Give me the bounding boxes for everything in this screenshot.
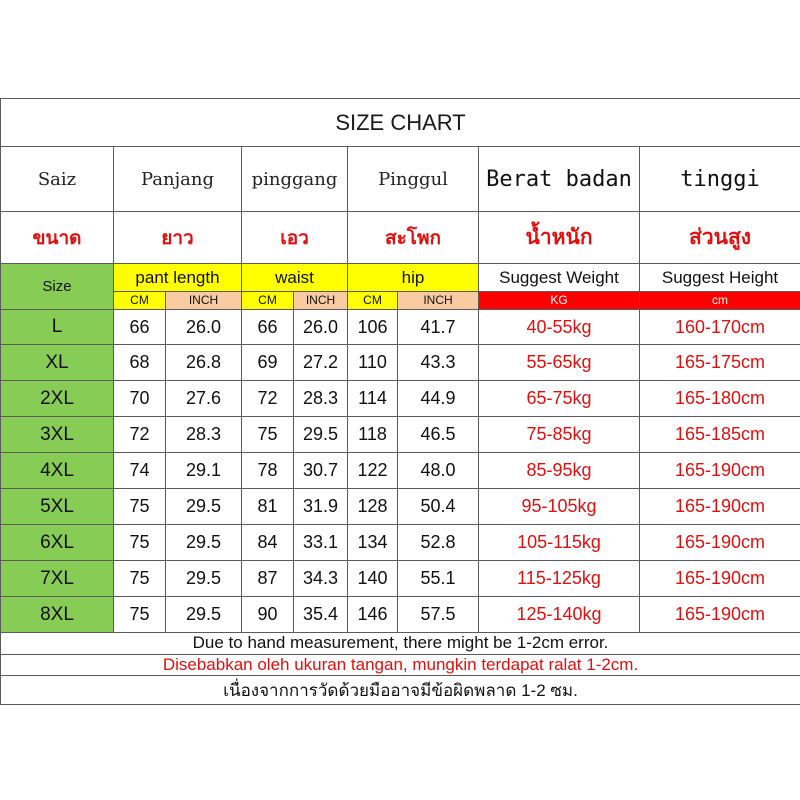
waist-cm-cell: 78 [242, 453, 294, 489]
weight-cell: 40-55kg [479, 309, 640, 345]
length-inch-cell: 29.5 [166, 489, 242, 525]
english-header-row [1, 264, 800, 292]
length-cm-cell: 75 [114, 525, 166, 561]
hip-cm-cell: 110 [348, 345, 398, 381]
note-english: Due to hand measurement, there might be 1-2cm error. [1, 633, 800, 655]
length-cm-cell: 75 [114, 561, 166, 597]
waist-inch-cell: 34.3 [294, 561, 348, 597]
length-inch-unit: INCH [166, 292, 242, 309]
waist-inch-cell: 35.4 [294, 597, 348, 633]
table-row [1, 453, 800, 489]
thai-hip-header: สะโพก [348, 211, 479, 263]
suggest-height-header: Suggest Height [640, 264, 800, 292]
waist-cm-unit: CM [242, 292, 294, 309]
hip-inch-cell: 50.4 [398, 489, 479, 525]
height-cell: 165-185cm [640, 417, 800, 453]
size-cell: 3XL [1, 417, 114, 453]
waist-inch-cell: 33.1 [294, 525, 348, 561]
table-row [1, 489, 800, 525]
length-cm-cell: 66 [114, 309, 166, 345]
size-header: Size [1, 264, 114, 309]
thai-weight-header: น้ำหนัก [479, 211, 640, 263]
waist-inch-cell: 31.9 [294, 489, 348, 525]
unit-header-row [1, 292, 800, 309]
hip-cm-cell: 146 [348, 597, 398, 633]
weight-cell: 125-140kg [479, 597, 640, 633]
table-row [1, 561, 800, 597]
malay-header-row [1, 147, 800, 212]
length-cm-cell: 74 [114, 453, 166, 489]
hip-inch-cell: 48.0 [398, 453, 479, 489]
table-row [1, 345, 800, 381]
waist-header: waist [242, 264, 348, 292]
weight-cell: 85-95kg [479, 453, 640, 489]
length-inch-cell: 29.5 [166, 597, 242, 633]
hip-header: hip [348, 264, 479, 292]
length-inch-cell: 26.0 [166, 309, 242, 345]
table-row [1, 309, 800, 345]
size-cell: L [1, 309, 114, 345]
waist-cm-cell: 84 [242, 525, 294, 561]
waist-inch-cell: 29.5 [294, 417, 348, 453]
weight-cell: 65-75kg [479, 381, 640, 417]
height-cell: 165-190cm [640, 597, 800, 633]
size-cell: 8XL [1, 597, 114, 633]
table-row [1, 525, 800, 561]
size-cell: 6XL [1, 525, 114, 561]
waist-cm-cell: 66 [242, 309, 294, 345]
waist-cm-cell: 90 [242, 597, 294, 633]
weight-cell: 95-105kg [479, 489, 640, 525]
height-cell: 160-170cm [640, 309, 800, 345]
malay-waist-header: pinggang [242, 147, 348, 212]
hip-cm-unit: CM [348, 292, 398, 309]
waist-inch-cell: 28.3 [294, 381, 348, 417]
hip-cm-cell: 114 [348, 381, 398, 417]
malay-weight-header: Berat badan [479, 147, 640, 212]
length-cm-cell: 75 [114, 597, 166, 633]
waist-cm-cell: 72 [242, 381, 294, 417]
height-cm-unit: cm [640, 292, 800, 309]
hip-cm-cell: 140 [348, 561, 398, 597]
waist-cm-cell: 69 [242, 345, 294, 381]
weight-cell: 105-115kg [479, 525, 640, 561]
hip-inch-cell: 57.5 [398, 597, 479, 633]
height-cell: 165-190cm [640, 561, 800, 597]
length-cm-unit: CM [114, 292, 166, 309]
malay-size-header: Saiz [1, 147, 114, 212]
hip-cm-cell: 128 [348, 489, 398, 525]
height-cell: 165-190cm [640, 489, 800, 525]
length-cm-cell: 70 [114, 381, 166, 417]
weight-kg-unit: KG [479, 292, 640, 309]
length-inch-cell: 28.3 [166, 417, 242, 453]
malay-height-header: tinggi [640, 147, 800, 212]
length-cm-cell: 68 [114, 345, 166, 381]
waist-inch-cell: 27.2 [294, 345, 348, 381]
table-row [1, 417, 800, 453]
note-thai: เนื่องจากการวัดด้วยมืออาจมีข้อผิดพลาด 1-2 ซม. [1, 676, 800, 705]
size-cell: 2XL [1, 381, 114, 417]
thai-height-header: ส่วนสูง [640, 211, 800, 263]
thai-header-row [1, 211, 800, 263]
height-cell: 165-180cm [640, 381, 800, 417]
waist-cm-cell: 75 [242, 417, 294, 453]
weight-cell: 115-125kg [479, 561, 640, 597]
thai-size-header: ขนาด [1, 211, 114, 263]
hip-inch-cell: 43.3 [398, 345, 479, 381]
length-inch-cell: 29.1 [166, 453, 242, 489]
height-cell: 165-175cm [640, 345, 800, 381]
size-cell: 4XL [1, 453, 114, 489]
table-row [1, 381, 800, 417]
malay-hip-header: Pinggul [348, 147, 479, 212]
hip-cm-cell: 118 [348, 417, 398, 453]
waist-inch-cell: 26.0 [294, 309, 348, 345]
suggest-weight-header: Suggest Weight [479, 264, 640, 292]
length-inch-cell: 26.8 [166, 345, 242, 381]
length-inch-cell: 29.5 [166, 561, 242, 597]
size-rows [1, 309, 800, 633]
length-inch-cell: 27.6 [166, 381, 242, 417]
chart-title: SIZE CHART [1, 99, 800, 147]
length-cm-cell: 72 [114, 417, 166, 453]
size-chart-table [0, 98, 800, 705]
hip-inch-unit: INCH [398, 292, 479, 309]
table-row [1, 597, 800, 633]
hip-inch-cell: 46.5 [398, 417, 479, 453]
malay-length-header: Panjang [114, 147, 242, 212]
hip-inch-cell: 44.9 [398, 381, 479, 417]
pant-length-header: pant length [114, 264, 242, 292]
waist-cm-cell: 87 [242, 561, 294, 597]
thai-length-header: ยาว [114, 211, 242, 263]
waist-cm-cell: 81 [242, 489, 294, 525]
height-cell: 165-190cm [640, 525, 800, 561]
thai-waist-header: เอว [242, 211, 348, 263]
hip-cm-cell: 134 [348, 525, 398, 561]
waist-inch-unit: INCH [294, 292, 348, 309]
length-inch-cell: 29.5 [166, 525, 242, 561]
size-cell: XL [1, 345, 114, 381]
weight-cell: 55-65kg [479, 345, 640, 381]
hip-cm-cell: 122 [348, 453, 398, 489]
hip-inch-cell: 41.7 [398, 309, 479, 345]
length-cm-cell: 75 [114, 489, 166, 525]
note-malay: Disebabkan oleh ukuran tangan, mungkin terdapat ralat 1-2cm. [1, 654, 800, 676]
size-cell: 7XL [1, 561, 114, 597]
height-cell: 165-190cm [640, 453, 800, 489]
waist-inch-cell: 30.7 [294, 453, 348, 489]
hip-cm-cell: 106 [348, 309, 398, 345]
hip-inch-cell: 52.8 [398, 525, 479, 561]
hip-inch-cell: 55.1 [398, 561, 479, 597]
size-cell: 5XL [1, 489, 114, 525]
weight-cell: 75-85kg [479, 417, 640, 453]
